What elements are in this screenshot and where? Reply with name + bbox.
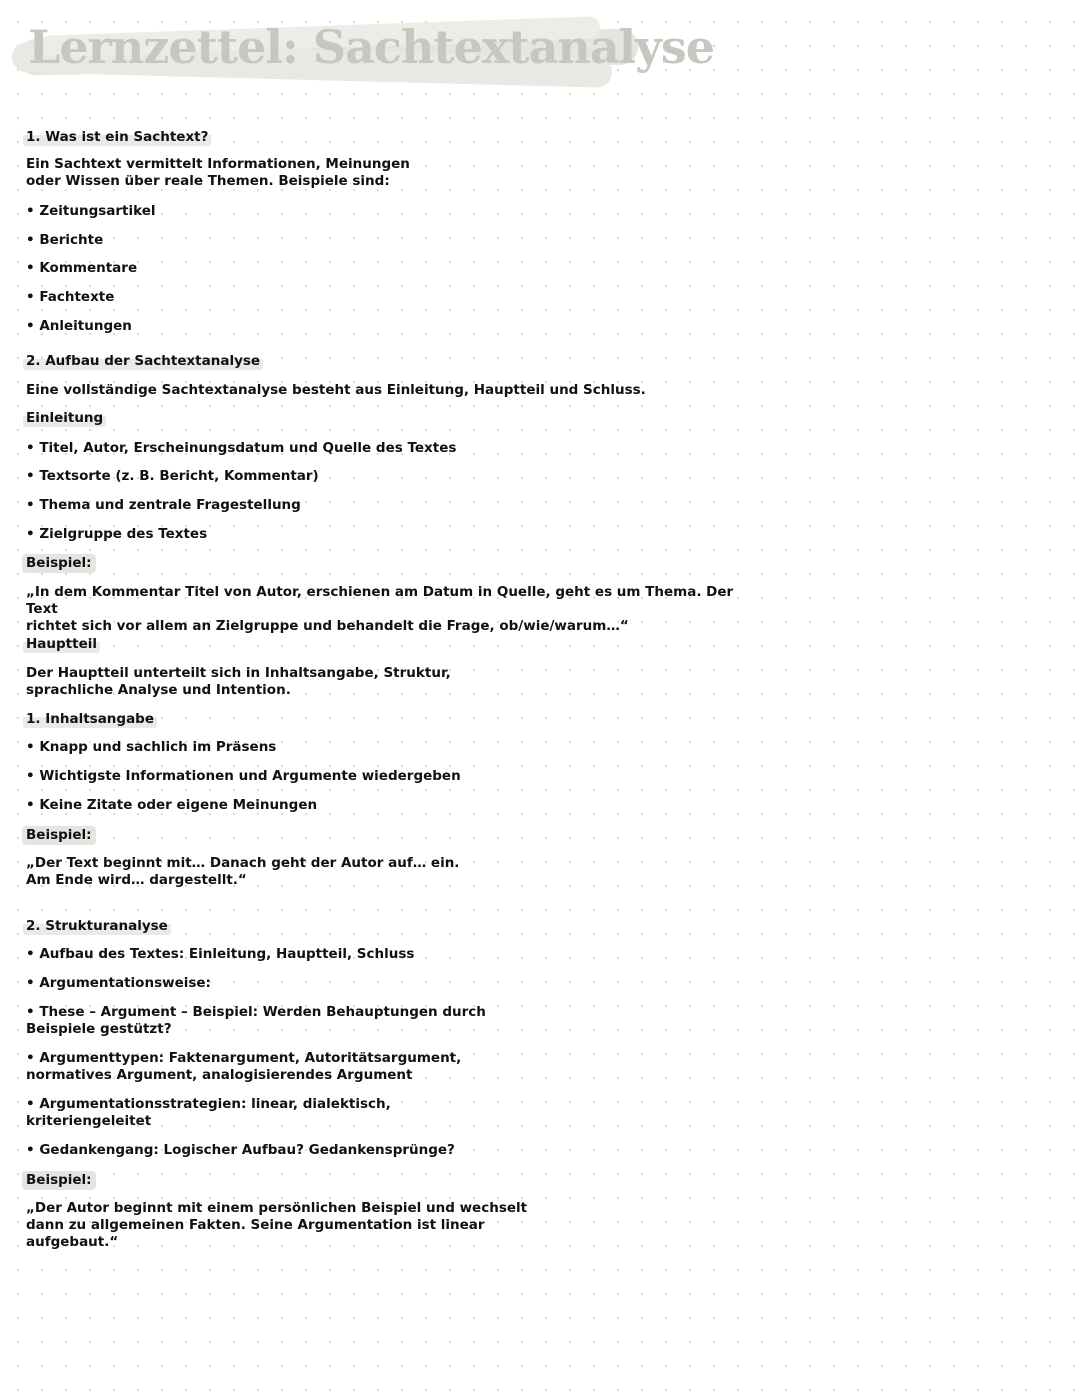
section-1-intro: Ein Sachtext vermittelt Informationen, Meinungen oder Wissen über reale Themen. Beispiele sind: (26, 156, 410, 189)
title-block (10, 12, 714, 82)
list-item: • Keine Zitate oder eigene Meinungen (26, 797, 318, 813)
beispiel-label: Beispiel: (22, 554, 96, 573)
list-item: • Knapp und sachlich im Präsens (26, 739, 277, 755)
section-heading-1: 1. Was ist ein Sachtext? (23, 129, 211, 146)
einleitung-example: „In dem Kommentar Titel von Autor, erschienen am Datum in Quelle, geht es um Thema. Der Text richtet sich vor allem an Zielgruppe und behandelt die Frage, ob/wie/warum…“ (26, 584, 734, 634)
inhaltsangabe-example: „Der Text beginnt mit… Danach geht der Autor auf… ein. Am Ende wird… dargestellt.“ (26, 855, 460, 888)
list-item: • Kommentare (26, 260, 138, 276)
list-item: • Anleitungen (26, 318, 132, 334)
list-item: • Aufbau des Textes: Einleitung, Hauptteil, Schluss (26, 946, 415, 962)
section-2-intro: Eine vollständige Sachtextanalyse besteht aus Einleitung, Hauptteil und Schluss. (26, 382, 646, 398)
section-heading-2: 2. Aufbau der Sachtextanalyse (23, 353, 263, 370)
list-item: • Berichte (26, 232, 104, 248)
list-item: • Textsorte (z. B. Bericht, Kommentar) (26, 468, 319, 484)
list-item: • Wichtigste Informationen und Argumente wiedergeben (26, 768, 461, 784)
beispiel-label: Beispiel: (22, 1171, 96, 1190)
list-item: • Gedankengang: Logischer Aufbau? Gedankensprünge? (26, 1142, 455, 1158)
beispiel-label: Beispiel: (22, 826, 96, 845)
inhaltsangabe-heading: 1. Inhaltsangabe (23, 711, 157, 728)
strukturanalyse-heading: 2. Strukturanalyse (23, 918, 171, 935)
list-item: • Zielgruppe des Textes (26, 526, 208, 542)
list-item: • These – Argument – Beispiel: Werden Behauptungen durch Beispiele gestützt? (26, 1004, 486, 1037)
page-title: Lernzettel: Sachtextanalyse (28, 20, 714, 74)
list-item: • Titel, Autor, Erscheinungsdatum und Quelle des Textes (26, 440, 457, 456)
list-item: • Argumenttypen: Faktenargument, Autoritätsargument, normatives Argument, analogisierendes Argument (26, 1050, 462, 1083)
list-item: • Argumentationsstrategien: linear, dialektisch, kriteriengeleitet (26, 1096, 391, 1129)
einleitung-heading: Einleitung (23, 410, 106, 427)
hauptteil-heading: Hauptteil (23, 636, 100, 653)
list-item: • Fachtexte (26, 289, 115, 305)
list-item: • Zeitungsartikel (26, 203, 156, 219)
list-item: • Thema und zentrale Fragestellung (26, 497, 301, 513)
list-item: • Argumentationsweise: (26, 975, 211, 991)
hauptteil-intro: Der Hauptteil unterteilt sich in Inhaltsangabe, Struktur, sprachliche Analyse und Intention. (26, 665, 451, 698)
strukturanalyse-example: „Der Autor beginnt mit einem persönlichen Beispiel und wechselt dann zu allgemeinen Fakten. Seine Argumentation ist linear aufgebaut.“ (26, 1200, 528, 1250)
